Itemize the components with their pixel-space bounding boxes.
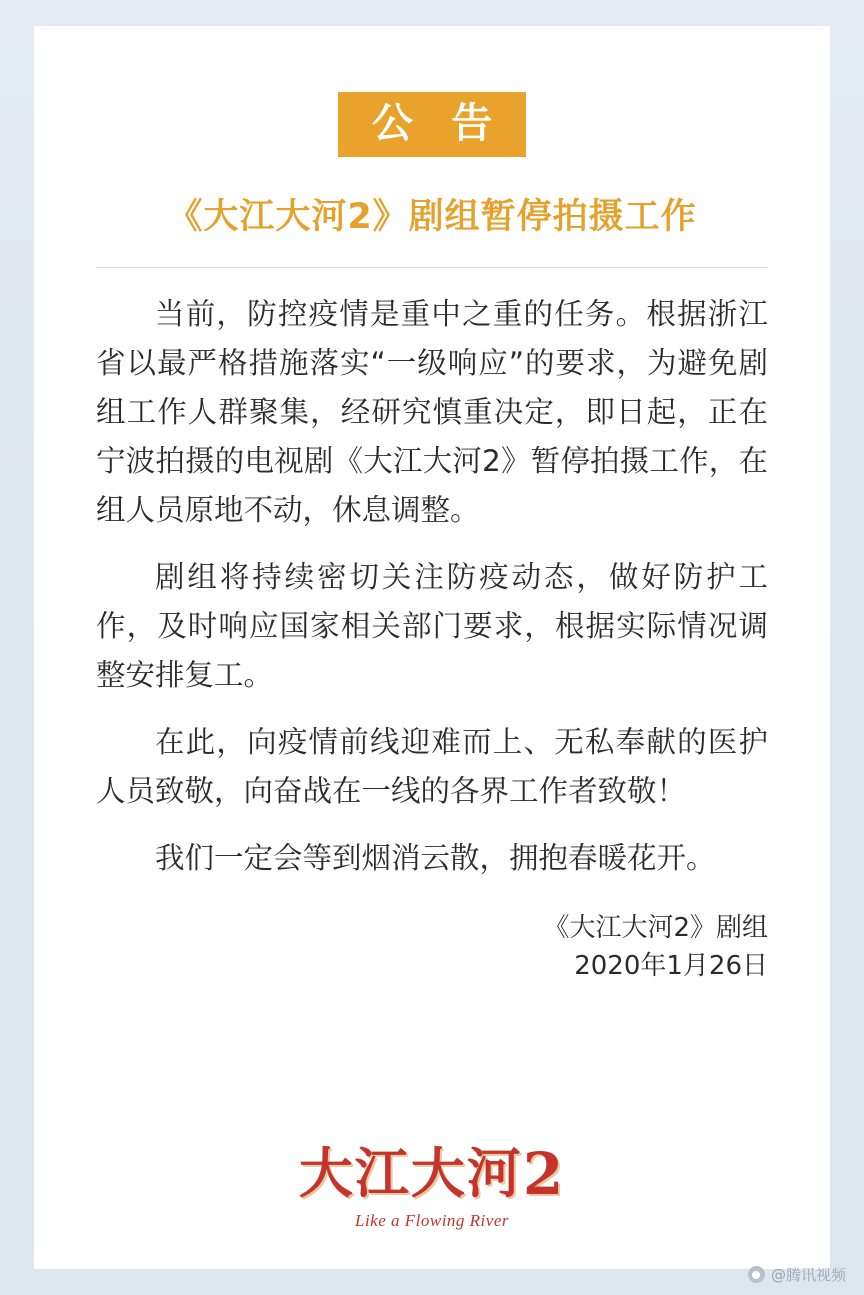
page-title: 《大江大河2》剧组暂停拍摄工作 [167, 197, 697, 238]
signature-date: 2020年1月26日 [574, 951, 768, 982]
watermark-label: @腾讯视频 [770, 1266, 846, 1284]
badge-container [96, 26, 768, 157]
paragraph: 我们一定会等到烟消云散，拥抱春暖花开。 [155, 841, 716, 876]
announcement-content [34, 26, 830, 1269]
watermark [748, 1264, 846, 1285]
paragraph: 当前，防控疫情是重中之重的任务。根据浙江省以最严格措施落实“一级响应”的要求，为避免剧组工作人群聚集，经研究慎重决定，即日起，正在宁波拍摄的电视剧《大江大河2》暂停拍摄工作，在组人员原地不动，休息调整。 [96, 297, 768, 528]
announcement-card [34, 26, 830, 1269]
logo-number: 2 [522, 1140, 566, 1208]
show-logo [34, 1140, 830, 1231]
signature-block [96, 909, 768, 985]
logo-subtitle: Like a Flowing River [354, 1211, 509, 1230]
logo-title: 大江大河 [298, 1141, 523, 1205]
announcement-badge: 公 告 [338, 92, 526, 157]
weibo-eye-icon [748, 1266, 765, 1283]
title-divider [96, 267, 768, 268]
announcement-body [96, 290, 768, 883]
logo-title-wrap [298, 1140, 566, 1208]
paragraph: 在此，向疫情前线迎难而上、无私奉献的医护人员致敬，向奋战在一线的各界工作者致敬！ [96, 725, 768, 809]
signature-name: 《大江大河2》剧组 [543, 913, 768, 944]
paragraph: 剧组将持续密切关注防疫动态，做好防护工作，及时响应国家相关部门要求，根据实际情况调整安排复工。 [96, 560, 768, 693]
